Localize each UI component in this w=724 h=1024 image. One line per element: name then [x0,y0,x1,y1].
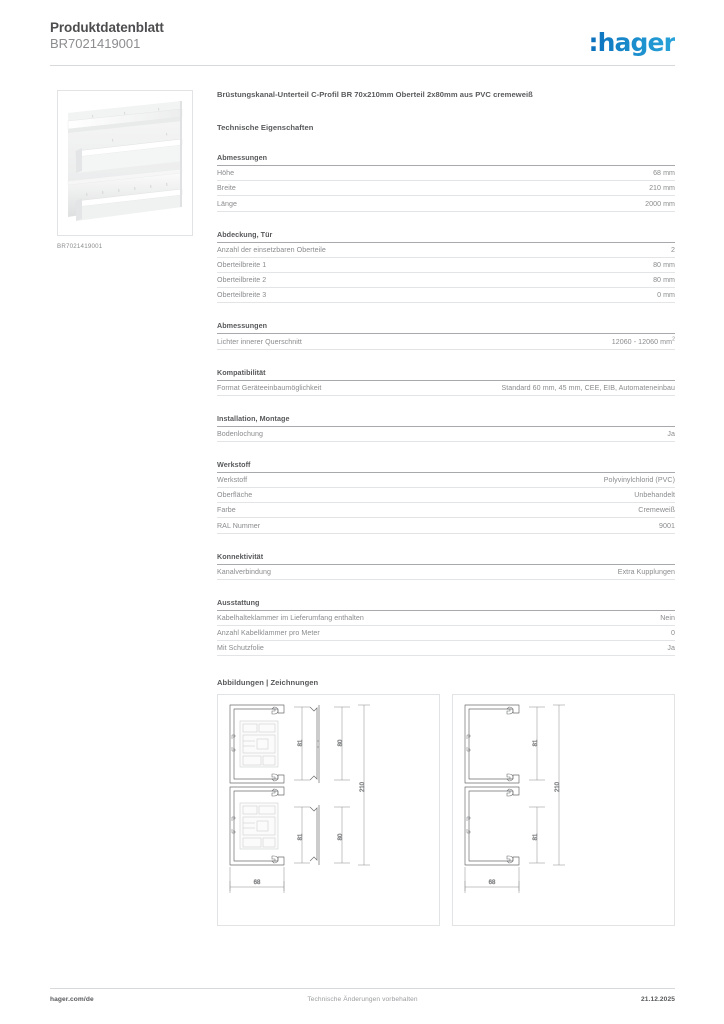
spec-group-title: Konnektivität [217,552,675,565]
footer-date: 21.12.2025 [640,996,675,1003]
spec-group-title: Abdeckung, Tür [217,230,675,243]
specifications-table [217,153,675,656]
hager-logo: :hager [588,28,675,57]
spec-row [217,488,675,503]
dim-80-lower: 80 [338,834,344,841]
spec-value: Nein [660,614,675,622]
drawing-cross-section-with-devices [217,694,440,926]
footer-divider [50,988,675,989]
spec-label: RAL Nummer [217,521,261,530]
drawing-cross-section-empty [452,694,675,926]
page-header [50,20,675,60]
footer-website[interactable]: hager.com/de [50,996,94,1003]
spec-group-title: Werkstoff [217,460,675,473]
dim-81-lower: 81 [298,834,304,841]
dim-68: 68 [488,880,496,887]
spec-row [217,196,675,211]
spec-label: Oberfläche [217,491,253,500]
spec-value: Standard 60 mm, 45 mm, CEE, EIB, Automateneinbau [501,383,675,392]
spec-label: Anzahl Kabelklammer pro Meter [217,629,320,638]
spec-group-title: Installation, Montage [217,414,675,427]
spec-row [217,427,675,442]
page-title: Produktdatenblatt [50,20,164,35]
spec-group [217,321,675,349]
spec-row [217,565,675,580]
spec-row [217,641,675,656]
spec-row [217,258,675,273]
spec-label: Anzahl der einsetzbaren Oberteile [217,245,326,254]
spec-row [217,473,675,488]
product-image [57,90,193,236]
spec-label: Format Geräteeinbaumöglichkeit [217,383,322,392]
drawings-heading: Abbildungen | Zeichnungen [217,678,319,688]
cover-profile-lower [310,805,319,865]
spec-value: Extra Kupplungen [617,567,675,576]
page-footer [50,996,675,1010]
spec-value: 2 [671,245,675,254]
main-content [217,90,675,926]
spec-group-title: Abmessungen [217,153,675,166]
dim-210: 210 [555,782,561,793]
spec-label: Oberteilbreite 1 [217,260,267,269]
spec-group-title: Ausstattung [217,598,675,611]
product-image-caption: BR7021419001 [57,243,103,250]
spec-value: Unbehandelt [634,491,675,500]
spec-label: Kanalverbindung [217,567,271,576]
spec-label: Mit Schutzfolie [217,644,264,653]
spec-value: 210 mm [649,184,675,193]
device-module-upper [240,721,278,767]
spec-value: 9001 [659,521,675,530]
spec-value: 0 [671,629,675,638]
drawings-row [217,694,675,926]
dim-81-lower: 81 [533,834,539,841]
spec-row [217,181,675,196]
spec-row [217,381,675,396]
spec-value: Polyvinylchlorid (PVC) [603,476,675,485]
spec-group [217,598,675,657]
dim-81-upper: 81 [533,740,539,747]
dim-80-upper: 80 [338,740,344,747]
document-reference: BR7021419001 [50,36,141,51]
spec-value: 0 mm [657,291,675,300]
spec-row [217,518,675,533]
spec-label: Lichter innerer Querschnitt [217,337,302,346]
spec-row [217,243,675,258]
device-module-lower [240,803,278,849]
spec-group [217,552,675,580]
technical-properties-heading: Technische Eigenschaften [217,123,314,132]
spec-row [217,273,675,288]
spec-value-superscript: 2 [672,336,675,343]
spec-row [217,611,675,626]
spec-value [612,338,675,346]
product-image-inner [62,95,188,231]
spec-label: Farbe [217,506,236,515]
spec-value: Cremeweiß [638,506,675,515]
spec-value: 2000 mm [645,199,675,208]
spec-row [217,334,675,349]
dim-81-upper: 81 [298,740,304,747]
spec-label: Höhe [217,169,235,178]
footer-disclaimer: Technische Änderungen vorbehalten [307,996,418,1003]
spec-label: Kabelhalteklammer im Lieferumfang enthalten [217,614,364,622]
spec-row [217,166,675,181]
product-name: Brüstungskanal-Unterteil C-Profil BR 70x210mm Oberteil 2x80mm aus PVC cremeweiß [217,90,533,99]
spec-label: Oberteilbreite 2 [217,276,267,285]
spec-label: Länge [217,199,237,208]
spec-group [217,368,675,396]
spec-label: Breite [217,184,236,193]
spec-group [217,460,675,534]
product-photo-graphic [62,95,188,231]
spec-row [217,288,675,303]
spec-value: 80 mm [653,276,675,285]
cover-profile-upper [310,705,319,783]
header-divider [50,65,675,66]
spec-row [217,626,675,641]
spec-group [217,153,675,212]
drawing-svg-right [453,695,674,925]
spec-value: 68 mm [653,169,675,178]
spec-group [217,414,675,442]
spec-group-title: Kompatibilität [217,368,675,381]
spec-group [217,230,675,304]
spec-value: 80 mm [653,260,675,269]
dim-68: 68 [253,880,261,887]
spec-row [217,503,675,518]
spec-value: Ja [667,429,675,438]
spec-value: Ja [667,644,675,653]
spec-group-title: Abmessungen [217,321,675,334]
drawing-svg-left [218,695,439,925]
spec-label: Bodenlochung [217,429,263,438]
spec-label: Oberteilbreite 3 [217,291,267,300]
dim-210: 210 [360,782,366,793]
spec-label: Werkstoff [217,476,248,485]
spec-value-text: 12060 - 12060 mm [611,337,673,346]
